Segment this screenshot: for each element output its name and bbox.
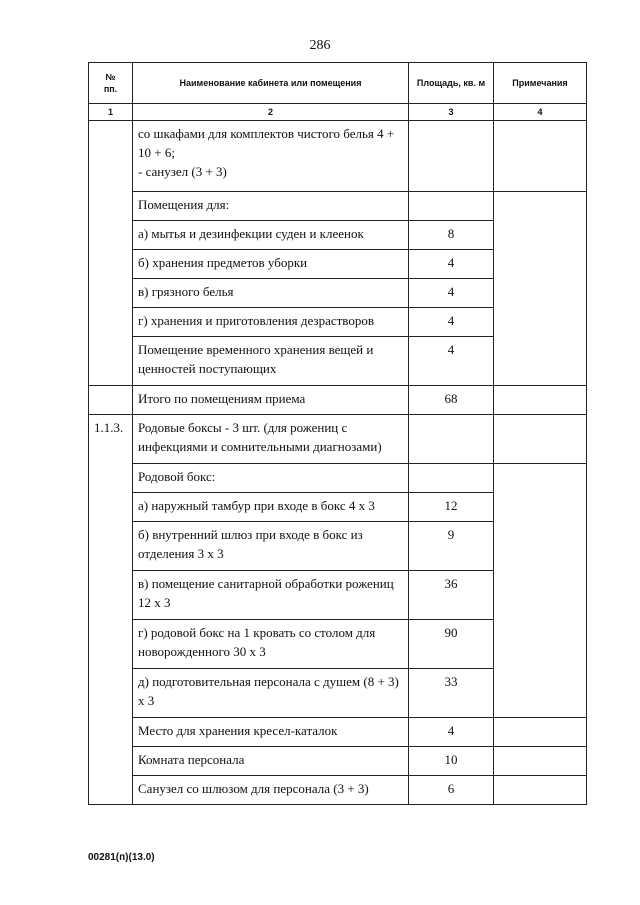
row-notes (494, 776, 587, 805)
row-name: д) подготовительная персонала с душем (8 + 3) х 3 (133, 669, 409, 718)
row-notes (494, 464, 587, 718)
row-name: Помещения для: (133, 192, 409, 221)
row-name: Санузел со шлюзом для персонала (3 + 3) (133, 776, 409, 805)
table-row (89, 121, 587, 192)
row-area: 4 (409, 250, 494, 279)
table-row (89, 776, 587, 805)
row-area: 90 (409, 620, 494, 669)
table-row (89, 386, 587, 415)
row-notes (494, 415, 587, 464)
row-notes (494, 747, 587, 776)
row-area: 4 (409, 337, 494, 386)
column-number: 3 (409, 104, 494, 121)
row-area: 4 (409, 279, 494, 308)
row-area: 33 (409, 669, 494, 718)
row-area: 10 (409, 747, 494, 776)
table-header-row (89, 63, 587, 104)
row-name: в) грязного белья (133, 279, 409, 308)
rooms-table (88, 62, 587, 805)
column-number: 1 (89, 104, 133, 121)
row-notes (494, 121, 587, 192)
row-area: 36 (409, 571, 494, 620)
row-area: 4 (409, 308, 494, 337)
row-notes (494, 192, 587, 386)
table-row (89, 415, 587, 464)
row-name: Родовые боксы - 3 шт. (для рожениц с инфекциями и сомнительными диагнозами) (133, 415, 409, 464)
header-num: № пп. (89, 63, 133, 104)
row-name: Комната персонала (133, 747, 409, 776)
header-notes: Примечания (494, 63, 587, 104)
row-area: 9 (409, 522, 494, 571)
row-name: г) хранения и приготовления дезрастворов (133, 308, 409, 337)
row-area (409, 121, 494, 192)
row-notes (494, 386, 587, 415)
column-numbers-row (89, 104, 587, 121)
row-area: 8 (409, 221, 494, 250)
table-row (89, 464, 587, 493)
row-name: в) помещение санитарной обработки рожениц 12 х 3 (133, 571, 409, 620)
row-num (89, 121, 133, 386)
page-number: 286 (309, 38, 331, 53)
row-notes (494, 718, 587, 747)
table-row (89, 192, 587, 221)
row-name: Место для хранения кресел-каталок (133, 718, 409, 747)
header-area: Площадь, кв. м (409, 63, 494, 104)
row-name: а) мытья и дезинфекции суден и клеенок (133, 221, 409, 250)
table-row (89, 747, 587, 776)
row-num (89, 386, 133, 415)
column-number: 2 (133, 104, 409, 121)
row-area (409, 464, 494, 493)
row-num: 1.1.3. (89, 415, 133, 805)
row-name: Итого по помещениям приема (133, 386, 409, 415)
row-name: Родовой бокс: (133, 464, 409, 493)
row-area: 12 (409, 493, 494, 522)
row-name: г) родовой бокс на 1 кровать со столом для новорожденного 30 х 3 (133, 620, 409, 669)
header-name: Наименование кабинета или помещения (133, 63, 409, 104)
row-area: 68 (409, 386, 494, 415)
row-area: 6 (409, 776, 494, 805)
row-name: со шкафами для комплектов чистого белья 4 + 10 + 6; - санузел (3 + 3) (133, 121, 409, 192)
table-row (89, 718, 587, 747)
document-code: 00281(п)(13.0) (88, 852, 155, 863)
row-name: Помещение временного хранения вещей и ценностей поступающих (133, 337, 409, 386)
row-area (409, 192, 494, 221)
row-name: б) внутренний шлюз при входе в бокс из отделения 3 х 3 (133, 522, 409, 571)
row-area (409, 415, 494, 464)
row-name: б) хранения предметов уборки (133, 250, 409, 279)
column-number: 4 (494, 104, 587, 121)
row-name: а) наружный тамбур при входе в бокс 4 х 3 (133, 493, 409, 522)
row-area: 4 (409, 718, 494, 747)
